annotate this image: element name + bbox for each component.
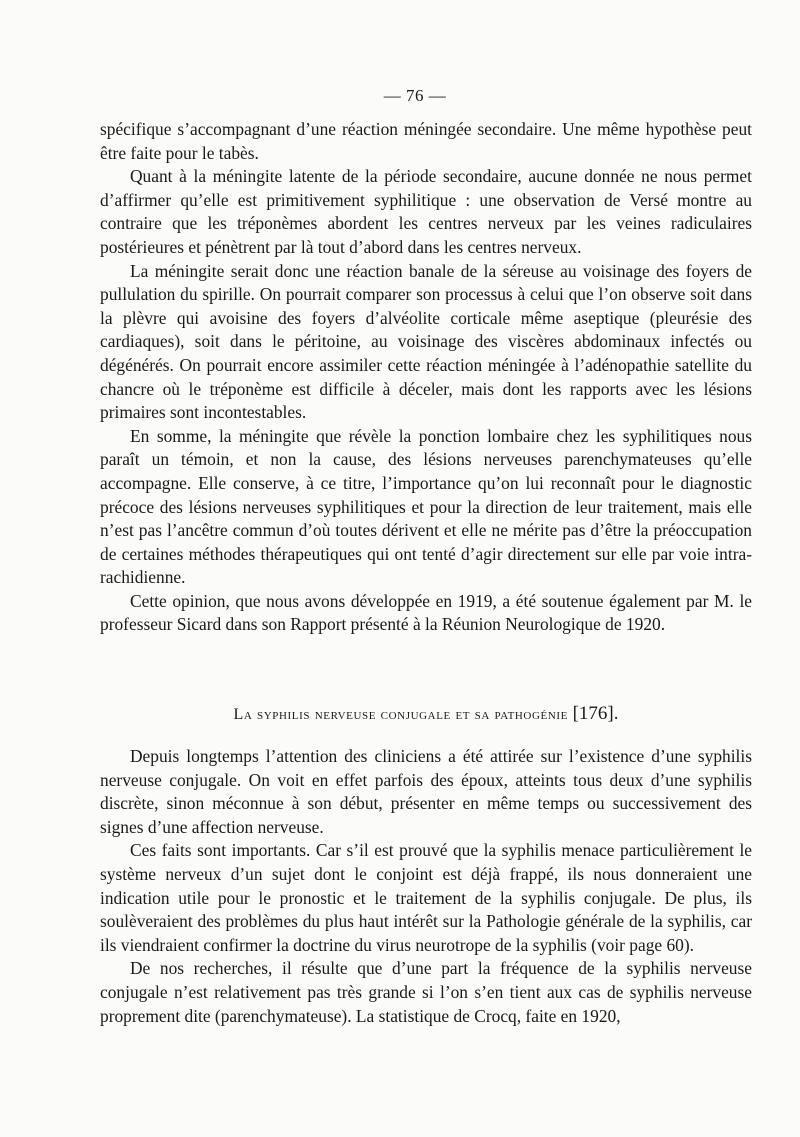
page-number: — 76 — — [383, 86, 447, 105]
paragraph: La méningite serait donc une réaction banale de la séreuse au voisinage des foyers de pullulation du spirille. On pourrait comparer son processus à celui que l’on observe soit dans la plèvre qui avoisine des foyers d’alvéolite corticale même aseptique (pleurésie des cardiaques), soit dans le péritoine, au voisinage des viscères abdominaux infectés ou dégénérés. On pourrait encore assimiler cette réaction méningée à l’adénopathie satellite du chancre où le tréponème est difficile à déceler, mais dont les rapports avec les lésions primaires sont incontestables. — [100, 260, 752, 423]
paragraph-continuation: spécifique s’accompagnant d’une réaction méningée secondaire. Une même hypothèse peut être faite pour le tabès. — [100, 119, 752, 163]
paragraph: Depuis longtemps l’attention des cliniciens a été attirée sur l’existence d’une syphilis nerveuse conjugale. On voit en effet parfois des époux, atteints tous deux d’une syphilis discrète, sinon méconnue à son début, présenter en même temps ou successivement des signes d’une affection nerveuse. — [100, 746, 752, 837]
paragraph: Ces faits sont importants. Car s’il est prouvé que la syphilis menace particulièrement le système nerveux d’un sujet dont le conjoint est déjà frappé, ils nous donneraient une indication utile pour le pronostic et le traitement de la syphilis conjugale. De plus, ils soulèveraient des problèmes du plus haut intérêt sur la Pathologie générale de la syphilis, car ils viendraient confirmer la doctrine du virus neurotrope de la syphilis (voir page 60). — [100, 840, 752, 955]
paragraph: De nos recherches, il résulte que d’une part la fréquence de la syphilis nerveuse conjugale n’est relativement pas très grande si l’on s’en tient aux cas de syphilis nerveuse proprement dite (parenchymateuse). La statistique de Crocq, faite en 1920, — [100, 958, 752, 1026]
body-text-section-two — [100, 745, 752, 1028]
body-text-section-one — [100, 118, 752, 637]
section-heading-title: La syphilis nerveuse conjugale et sa pathogénie — [233, 706, 568, 723]
section-heading — [100, 703, 752, 725]
paragraph: En somme, la méningite que révèle la ponction lombaire chez les syphilitiques nous paraît un témoin, et non la cause, des lésions nerveuses parenchymateuses qu’elle accompagne. Elle conserve, à ce titre, l’importance qu’on lui reconnaît pour le diagnostic précoce des lésions nerveuses syphilitiques et pour la direction de leur traitement, mais elle n’est pas l’ancêtre commun d’où toutes dérivent et elle ne mérite pas d’être la préoccupation de certaines méthodes thérapeutiques qui ont tenté d’agir directement sur elle par voie intra-rachidienne. — [100, 425, 752, 588]
paragraph: Cette opinion, que nous avons développée en 1919, a été soutenue également par M. le professeur Sicard dans son Rapport présenté à la Réunion Neurologique de 1920. — [100, 590, 752, 635]
section-heading-reference: [176]. — [572, 703, 619, 724]
paragraph: Quant à la méningite latente de la période secondaire, aucune donnée ne nous permet d’affirmer qu’elle est primitivement syphilitique : une observation de Versé montre au contraire que les tréponèmes abordent les centres nerveux par les veines radiculaires postérieures et pénètrent par là tout d’abord dans les centres nerveux. — [100, 166, 752, 257]
